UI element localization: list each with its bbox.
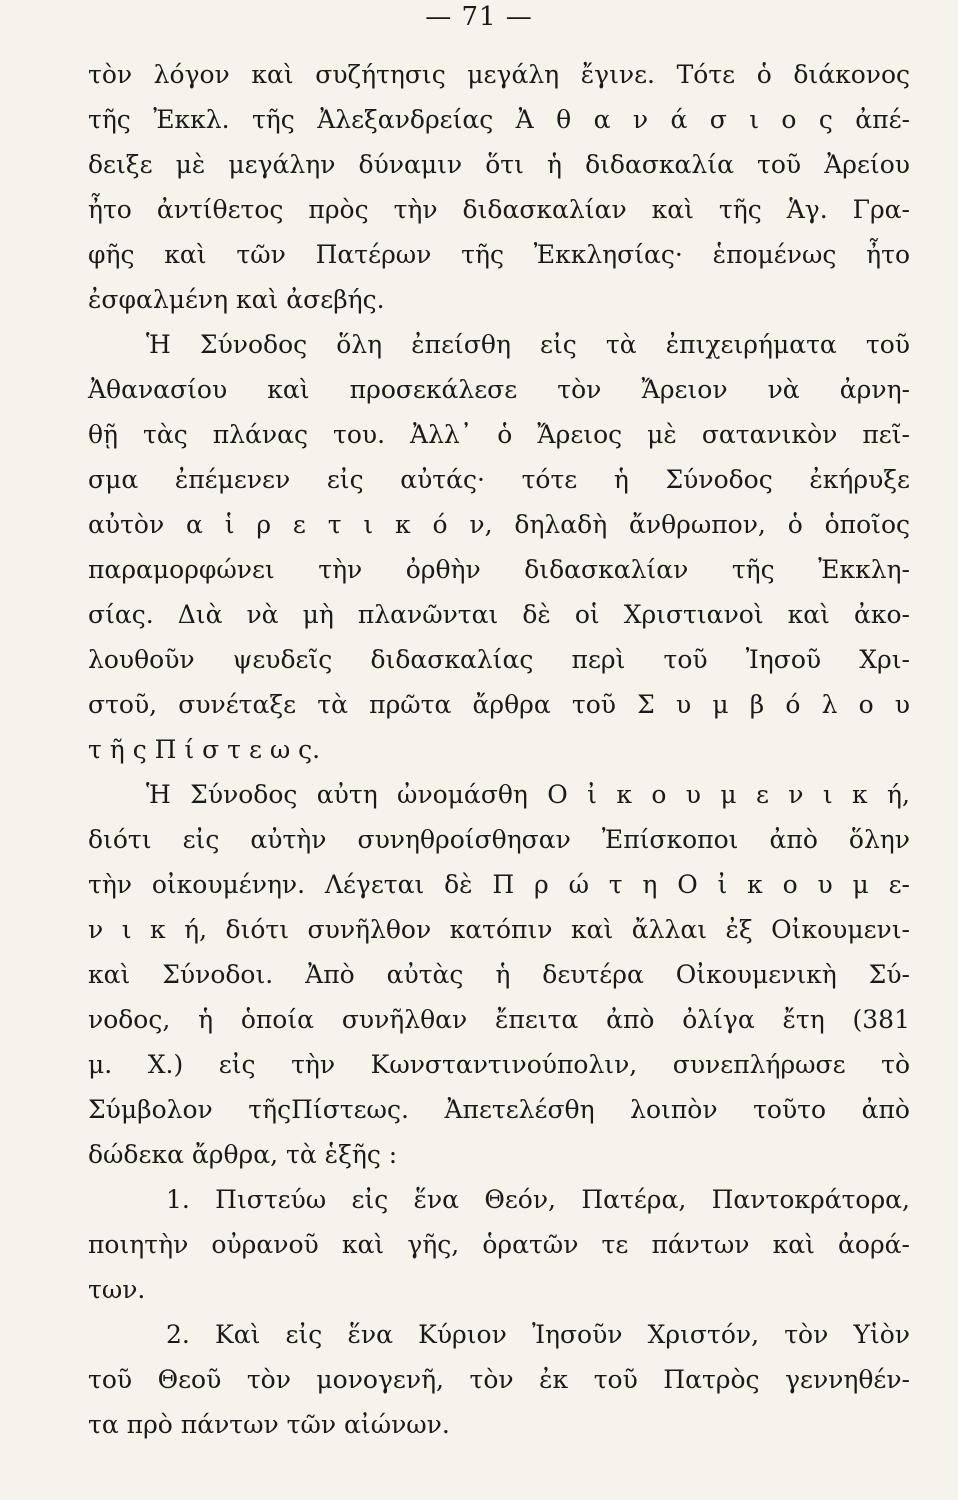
text-line: θῇ τὰς πλάνας του. Ἀλλ᾽ ὁ Ἄρειος μὲ σατανικὸν πεῖ- — [88, 420, 910, 449]
text-line: καὶ Σύνοδοι. Ἀπὸ αὐτὰς ἡ δευτέρα Οἰκουμενικὴ Σύ- — [88, 960, 910, 989]
text-line: λουθοῦν ψευδεῖς διδασκαλίας περὶ τοῦ Ἰησοῦ Χρι- — [88, 645, 910, 674]
text-line: τοῦ Θεοῦ τὸν μονογενῆ, τὸν ἐκ τοῦ Πατρὸς γεννηθέν- — [88, 1365, 910, 1394]
creed-article-line: 1. Πιστεύω εἰς ἕνα Θεόν, Πατέρα, Παντοκράτορα, — [166, 1185, 910, 1214]
page-number: — 71 — — [425, 2, 533, 32]
text-line: δειξε μὲ μεγάλην δύναμιν ὅτι ἡ διδασκαλία τοῦ Ἀρείου — [88, 150, 910, 179]
text-line: παραμορφώνει τὴν ὀρθὴν διδασκαλίαν τῆς Ἐκκλη- — [88, 555, 910, 584]
text-line: τὴν οἰκουμένην. Λέγεται δὲ Π ρ ώ τ η Ο ἰ κ ο υ μ ε- — [88, 870, 910, 899]
text-line: αὐτὸν α ἱ ρ ε τ ι κ ό ν, δηλαδὴ ἄνθρωπον, ὁ ὁποῖος — [88, 510, 910, 539]
paragraph-start-line: Ἡ Σύνοδος ὅλη ἐπείσθη εἰς τὰ ἐπιχειρήματα τοῦ — [146, 330, 910, 359]
text-line: ποιητὴν οὐρανοῦ καὶ γῆς, ὁρατῶν τε πάντων καὶ ἀορά- — [88, 1230, 910, 1259]
text-line: τα πρὸ πάντων τῶν αἰώνων. — [88, 1410, 450, 1439]
body-text — [88, 52, 910, 1447]
text-line: τ ῆ ς Π ί σ τ ε ω ς. — [88, 735, 321, 764]
text-line: των. — [88, 1275, 146, 1304]
text-line: τῆς Ἐκκλ. τῆς Ἀλεξανδρείας Ἀ θ α ν ά σ ι ο ς ἀπέ- — [88, 105, 910, 134]
text-line: Σύμβολον τῆςΠίστεως. Ἀπετελέσθη λοιπὸν τοῦτο ἀπὸ — [88, 1095, 910, 1124]
text-line: δώδεκα ἄρθρα, τὰ ἑξῆς : — [88, 1140, 398, 1169]
paragraph-start-line: Ἡ Σύνοδος αὐτη ὠνομάσθη Ο ἰ κ ο υ μ ε ν ι κ ή, — [146, 780, 910, 809]
text-line: σμα ἐπέμενεν εἰς αὐτάς· τότε ἡ Σύνοδος ἐκήρυξε — [88, 465, 910, 494]
text-line: φῆς καὶ τῶν Πατέρων τῆς Ἐκκλησίας· ἑπομένως ἦτο — [88, 240, 910, 269]
creed-article-line: 2. Καὶ εἰς ἕνα Κύριον Ἰησοῦν Χριστόν, τὸν Υἱὸν — [166, 1320, 910, 1349]
text-line: τὸν λόγον καὶ συζήτησις μεγάλη ἔγινε. Τότε ὁ διάκονος — [88, 60, 910, 89]
text-line: μ. Χ.) εἰς τὴν Κωνσταντινούπολιν, συνεπλήρωσε τὸ — [88, 1050, 910, 1079]
text-line: στοῦ, συνέταξε τὰ πρῶτα ἄρθρα τοῦ Σ υ μ β ό λ ο υ — [88, 690, 910, 719]
text-line: Ἀθανασίου καὶ προσεκάλεσε τὸν Ἄρειον νὰ ἀρνη- — [88, 375, 910, 404]
text-line: νοδος, ἡ ὁποία συνῆλθαν ἔπειτα ἀπὸ ὀλίγα ἔτη (381 — [88, 1005, 910, 1034]
text-line: ἦτο ἀντίθετος πρὸς τὴν διδασκαλίαν καὶ τῆς Ἁγ. Γρα- — [88, 195, 910, 224]
text-line: ἐσφαλμένη καὶ ἀσεβής. — [88, 285, 385, 314]
text-line: σίας. Διὰ νὰ μὴ πλανῶνται δὲ οἱ Χριστιανοὶ καὶ ἀκο- — [88, 600, 910, 629]
text-line: ν ι κ ή, διότι συνῆλθον κατόπιν καὶ ἄλλαι ἐξ Οἰκουμενι- — [88, 915, 910, 944]
text-line: διότι εἰς αὐτὴν συνηθροίσθησαν Ἐπίσκοποι ἀπὸ ὅλην — [88, 825, 910, 854]
